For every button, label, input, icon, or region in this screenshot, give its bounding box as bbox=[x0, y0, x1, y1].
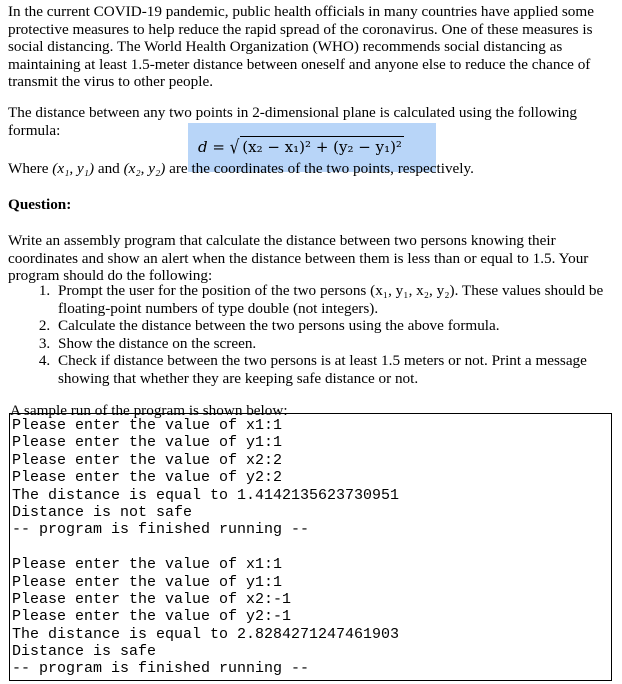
intro-paragraph: In the current COVID-19 pandemic, public health officials in many countries have applied some protective measures to help reduce the rapid spread of the coronavirus. One of these measures is social distancing. The World Health Organization (WHO) recommends social distancing as maintaining at least 1.5-meter distance between oneself and anyone else to reduce the chance of transmit the virus to other people. bbox=[8, 3, 594, 91]
console-line: Please enter the value of x2:-1 bbox=[12, 590, 292, 608]
console-line: The distance is equal to 2.8284271247461903 bbox=[12, 625, 400, 643]
step-item: 1. Prompt the user for the position of the two persons (x₁, y₁, x₂, y₂). These values should be floating-point numbers of type double (not integers). bbox=[54, 282, 608, 317]
console-line: Please enter the value of x2:2 bbox=[12, 451, 283, 469]
where-suffix: are the coordinates of the two points, respectively. bbox=[165, 160, 474, 177]
console-line: The distance is equal to 1.4142135623730951 bbox=[12, 486, 400, 504]
console-output bbox=[9, 413, 612, 681]
console-line: Please enter the value of y1:1 bbox=[12, 573, 283, 591]
console-line: Please enter the value of x1:1 bbox=[12, 556, 283, 574]
where-prefix: Where bbox=[8, 160, 53, 177]
where-and: and bbox=[94, 160, 124, 177]
console-line: Distance is safe bbox=[12, 643, 157, 661]
where-sentence bbox=[8, 160, 474, 178]
distance-formula bbox=[198, 135, 404, 159]
question-heading: Question: bbox=[8, 196, 72, 213]
step-item: 4. Check if distance between the two persons is at least 1.5 meters or not. Print a message showing that whether they are keeping safe distance or not. bbox=[54, 352, 608, 387]
step-item: 2. Calculate the distance between the two persons using the above formula. bbox=[54, 317, 608, 335]
question-paragraph: Write an assembly program that calculate the distance between two persons knowing their coordinates and show an alert when the distance between them is less than or equal to 1.5. Your program should do the following: bbox=[8, 232, 589, 285]
steps-list bbox=[8, 282, 608, 388]
formula-radicand: (x₂ − x₁)² + (y₂ − y₁)² bbox=[242, 138, 402, 156]
console-line bbox=[12, 539, 611, 556]
console-line: Please enter the value of y1:1 bbox=[12, 434, 283, 452]
formula-equals: = bbox=[207, 138, 230, 156]
console-line: Please enter the value of x1:1 bbox=[12, 417, 283, 434]
radical-sign: √ bbox=[229, 135, 240, 159]
point-two: (x₂, y₂) bbox=[123, 160, 166, 177]
formula-lhs: d bbox=[198, 138, 208, 156]
console-line: Please enter the value of y2:-1 bbox=[12, 608, 292, 626]
point-one: (x₁, y₁) bbox=[52, 160, 95, 177]
console-line: -- program is finished running -- bbox=[12, 660, 310, 678]
console-line: -- program is finished running -- bbox=[12, 521, 310, 539]
step-item: 3. Show the distance on the screen. bbox=[54, 335, 608, 353]
sample-caption: A sample run of the program is shown below: bbox=[10, 402, 288, 419]
formula-intro-text: The distance between any two points in 2-dimensional plane is calculated using the following formula: bbox=[8, 104, 577, 139]
console-line: Distance is not safe bbox=[12, 503, 193, 521]
console-line: Please enter the value of y2:2 bbox=[12, 469, 283, 487]
